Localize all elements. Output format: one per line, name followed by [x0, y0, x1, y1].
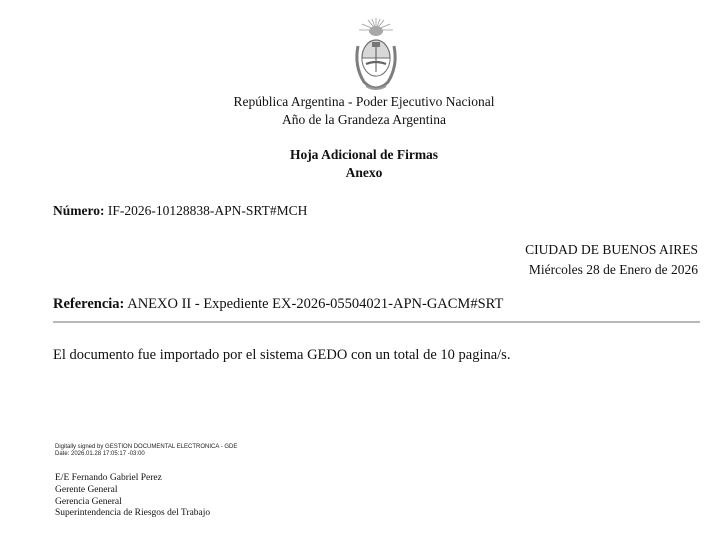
body-text: El documento fue importado por el sistema GEDO con un total de 10 pagina/s.	[53, 347, 511, 363]
document-city: CIUDAD DE BUENOS AIRES	[525, 242, 698, 257]
signatory-position: Gerente General	[55, 484, 118, 495]
document-title: Hoja Adicional de Firmas	[289, 147, 439, 162]
reference-value: ANEXO II - Expediente EX-2026-05504021-APN-GACM#SRT	[127, 296, 504, 312]
document-number	[53, 203, 307, 219]
document-reference	[53, 296, 503, 313]
header-line-1: República Argentina - Poder Ejecutivo Nacional	[233, 94, 495, 109]
digital-signature-stamp	[55, 444, 237, 458]
document-number-value: IF-2026-10128838-APN-SRT#MCH	[107, 203, 308, 218]
signatory-organization: Superintendencia de Riesgos del Trabajo	[55, 508, 211, 519]
divider	[53, 321, 700, 323]
document-date: Miércoles 28 de Enero de 2026	[528, 262, 698, 277]
signature-signed-by: Digitally signed by GESTION DOCUMENTAL ELECTRONICA - GDE	[55, 444, 238, 450]
signatory-department: Gerencia General	[55, 496, 122, 507]
signature-date: Date: 2026.01.28 17:05:17 -03:00	[55, 451, 145, 457]
header-line-2: Año de la Grandeza Argentina	[282, 112, 446, 127]
argentina-coat-of-arms-icon	[350, 16, 402, 94]
signatory-block	[55, 473, 210, 520]
document-subtitle: Anexo	[345, 165, 383, 180]
reference-label: Referencia:	[53, 296, 125, 312]
document-number-label: Número:	[53, 203, 105, 218]
signatory-name: E/E Fernando Gabriel Perez	[55, 473, 162, 483]
